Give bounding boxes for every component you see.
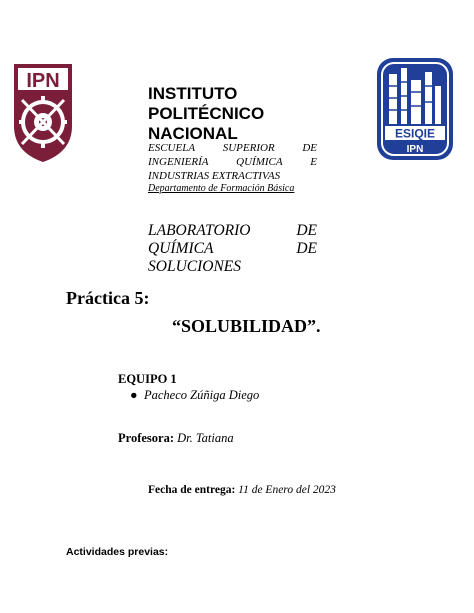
ipn-shield-icon: [8, 60, 78, 165]
team-member: [130, 388, 259, 403]
lab-word: QUÍMICA: [148, 240, 214, 257]
school-word: INDUSTRIAS EXTRACTIVAS: [148, 170, 281, 182]
svg-text:ESIQIE: ESIQIE: [394, 126, 436, 141]
delivery-date: [148, 484, 336, 496]
laboratory-name: [148, 222, 317, 276]
bullet-icon: ●: [130, 388, 138, 402]
school-word: SUPERIOR: [222, 142, 275, 154]
institution-name: [148, 84, 328, 144]
esiqie-logo: [375, 56, 455, 162]
lab-line-1: [148, 222, 317, 240]
institution-line: NACIONAL: [148, 124, 238, 143]
teacher-name: Dr. Tatiana: [177, 431, 234, 445]
institution-line: POLITÉCNICO: [148, 104, 265, 123]
svg-text:IPN: IPN: [406, 144, 424, 155]
practice-title: “SOLUBILIDAD”.: [172, 316, 321, 336]
previous-activities-heading: Actividades previas:: [66, 546, 169, 558]
department-name: Departamento de Formación Básica: [148, 183, 295, 194]
esiqie-badge-icon: [375, 56, 455, 162]
teacher: [118, 431, 234, 446]
ipn-logo: [8, 60, 78, 165]
delivery-value: 11 de Enero del 2023: [238, 484, 336, 496]
school-line-2: [148, 155, 317, 169]
svg-text:IPN: IPN: [26, 70, 60, 92]
teacher-label: Profesora:: [118, 431, 174, 445]
school-line-1: [148, 141, 317, 155]
practice-number: Práctica 5:: [66, 288, 150, 308]
lab-word: DE: [296, 222, 317, 239]
institution-line: INSTITUTO: [148, 84, 238, 103]
school-line-3: [148, 169, 317, 183]
school-word: QUÍMICA: [236, 156, 283, 168]
school-name: [148, 141, 317, 183]
school-word: E: [310, 156, 317, 168]
delivery-label: Fecha de entrega:: [148, 484, 236, 496]
lab-line-2: [148, 240, 317, 258]
lab-word: SOLUCIONES: [148, 258, 242, 275]
school-word: ESCUELA: [148, 142, 196, 154]
lab-word: LABORATORIO: [148, 222, 251, 239]
lab-word: DE: [296, 240, 317, 257]
team-label: EQUIPO 1: [118, 372, 177, 386]
member-name: Pacheco Zúñiga Diego: [144, 388, 260, 402]
school-word: INGENIERÍA: [148, 156, 209, 168]
lab-line-3: [148, 258, 317, 276]
school-word: DE: [302, 142, 317, 154]
